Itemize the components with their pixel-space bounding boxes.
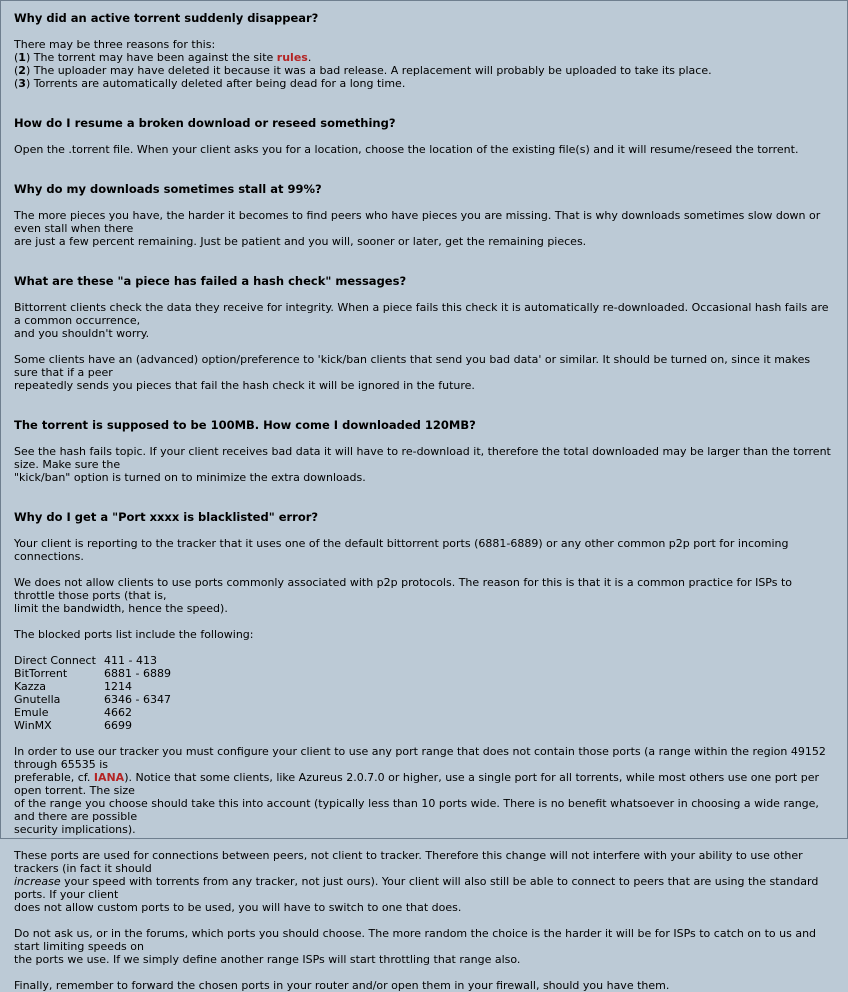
q4-answer-2: Some clients have an (advanced) option/preference to 'kick/ban clients that send you bad data' or similar. It should be turned on, since it makes sure that if a peer repeatedly sends you pieces that fail the hash check it will be ignored in the future.: [14, 353, 811, 392]
faq-content: [14, 11, 836, 992]
increase-emphasis: increase: [14, 875, 61, 888]
q1-intro: There may be three reasons for this:: [14, 38, 216, 51]
q6-para-7: Finally, remember to forward the chosen ports in your router and/or open them in your firewall, should you have them.: [14, 979, 670, 992]
port-range: 1214: [104, 680, 132, 693]
port-client-name: Gnutella: [14, 693, 61, 706]
rules-link[interactable]: rules: [276, 51, 308, 64]
q6-para-3: The blocked ports list include the following:: [14, 628, 254, 641]
port-row: [14, 706, 171, 719]
q4-heading: What are these "a piece has failed a hash check" messages?: [14, 274, 407, 288]
port-range: 6346 - 6347: [104, 693, 171, 706]
port-client-name: Kazza: [14, 680, 47, 693]
iana-link[interactable]: IANA: [93, 771, 125, 784]
port-client-name: BitTorrent: [14, 667, 68, 680]
port-row: [14, 667, 171, 680]
q1-heading: Why did an active torrent suddenly disappear?: [14, 11, 319, 25]
port-row: [14, 654, 171, 667]
q3-answer: The more pieces you have, the harder it becomes to find peers who have pieces you are missing. That is why downloads sometimes slow down or even stall when there are just a few percent remaining. Just be patient and you will, sooner or later, get the remaining pieces.: [14, 209, 821, 248]
port-client-name: Emule: [14, 706, 49, 719]
q6-para-6: Do not ask us, or in the forums, which ports you should choose. The more random the choice is the harder it will be for ISPs to catch on to us and start limiting speeds on the ports we use. If we simply define another range ISPs will start throttling that range also.: [14, 927, 817, 966]
q6-para-1: Your client is reporting to the tracker that it uses one of the default bittorrent ports (6881-6889) or any other common p2p port for incoming connections.: [14, 537, 789, 563]
q6-heading: Why do I get a "Port xxxx is blacklisted" error?: [14, 510, 319, 524]
q5-answer: See the hash fails topic. If your client receives bad data it will have to re-download it, therefore the total downloaded may be larger than the torrent size. Make sure the "kick/ban" option is turned on to minimize the extra downloads.: [14, 445, 831, 484]
q6-para-4: In order to use our tracker you must configure your client to use any port range that does not contain those ports (a range within the region 49152 through 65535 is preferable, cf. IANA). Notice that some clients, like Azureus 2.0.7.0 or higher, use a single port for all torrents, while most others use one port per open torrent. The size of the range you choose should take this into account (typically less than 10 ports wide. There is no benefit whatsoever in choosing a wide range, and there are possible security implications).: [14, 745, 826, 836]
q6-para-5: These ports are used for connections between peers, not client to tracker. Therefore this change will not interfere with your ability to use other trackers (in fact it should increase your speed with torrents from any tracker, not just ours). Your client will also still be able to connect to peers that are using the standard ports. If your client does not allow custom ports to be used, you will have to switch to one that does.: [14, 849, 819, 914]
q2-answer: Open the .torrent file. When your client asks you for a location, choose the location of the existing file(s) and it will resume/reseed the torrent.: [14, 143, 799, 156]
q1-reason-3: (3) Torrents are automatically deleted after being dead for a long time.: [14, 77, 406, 90]
port-row: [14, 680, 171, 693]
q6-para-2: We does not allow clients to use ports commonly associated with p2p protocols. The reason for this is that it is a common practice for ISPs to throttle those ports (that is, limit the bandwidth, hence the speed).: [14, 576, 793, 615]
blocked-ports-table: [14, 654, 171, 732]
port-range: 4662: [104, 706, 132, 719]
q1-reason-1: (1) The torrent may have been against the site rules.: [14, 51, 312, 64]
q1-reason-2: (2) The uploader may have deleted it because it was a bad release. A replacement will probably be uploaded to take its place.: [14, 64, 712, 77]
q5-heading: The torrent is supposed to be 100MB. How come I downloaded 120MB?: [14, 418, 476, 432]
port-row: [14, 719, 171, 732]
port-range: 411 - 413: [104, 654, 157, 667]
port-row: [14, 693, 171, 706]
port-client-name: Direct Connect: [14, 654, 96, 667]
q3-heading: Why do my downloads sometimes stall at 99%?: [14, 182, 322, 196]
port-client-name: WinMX: [14, 719, 52, 732]
port-range: 6699: [104, 719, 132, 732]
q2-heading: How do I resume a broken download or reseed something?: [14, 116, 396, 130]
q4-answer-1: Bittorrent clients check the data they receive for integrity. When a piece fails this check it is automatically re-downloaded. Occasional hash fails are a common occurrence, and you shouldn't worry.: [14, 301, 829, 340]
port-range: 6881 - 6889: [104, 667, 171, 680]
